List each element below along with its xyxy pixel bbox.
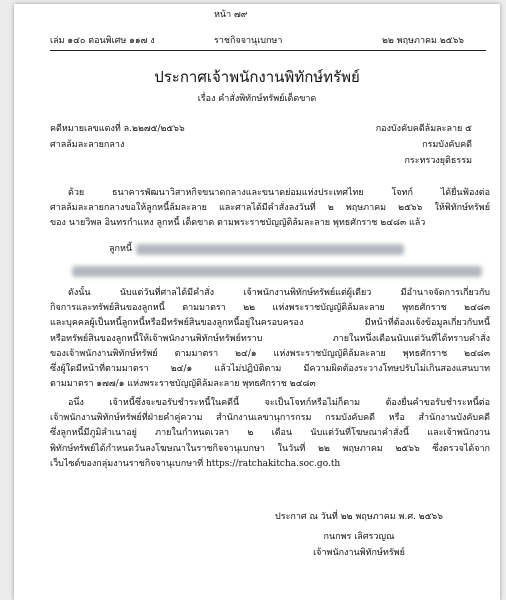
paragraph-line: ศาลล้มละลายกลางขอให้ลูกหนี้ล้มละลาย และศาลได้มีคำสั่งลงวันที่ ๒ พฤษภาคม ๒๕๖๖ ให้พิทักษ์ทรัพย์ xyxy=(50,203,490,214)
page-number: หน้า ๗๙ xyxy=(214,10,248,20)
announcement-date: ประกาศ ณ วันที่ ๒๒ พฤษภาคม พ.ศ. ๒๕๖๖ xyxy=(275,512,443,522)
paragraph-line: พิทักษ์ทรัพย์ได้กำหนดวันลงโฆษณาในราชกิจจานุเบกษา ในวันที่ ๒๒ พฤษภาคม ๒๕๖๖ ซึ่งตรวจได้จาก xyxy=(50,443,490,454)
paragraph-line: ดังนั้น นับแต่วันที่ศาลได้มีคำสั่ง เจ้าพนักงานพิทักษ์ทรัพย์แต่ผู้เดียว มีอำนาจจัดการเกี่ยวกับ xyxy=(68,288,490,298)
header-divider xyxy=(50,50,486,51)
paragraph-order xyxy=(50,286,490,392)
paragraph-line: ซึ่งลูกหนี้มีภูมิลำเนาอยู่ ภายในกำหนดเวลา ๒ เดือน นับแต่วันที่โฆษณาคำสั่งนี้ และเจ้าพนักงาน xyxy=(50,428,490,439)
paragraph-creditor-claims xyxy=(50,396,490,472)
paragraph-line: อนึ่ง เจ้าหนี้ซึ่งจะขอรับชำระหนี้ในคดีนี้ จะเป็นโจทก์หรือไม่ก็ตาม ต้องยื่นคำขอรับชำระหนี้ต่อ xyxy=(68,398,490,408)
paragraph-line: เว็บไซต์ของกลุ่มงานราชกิจจานุเบกษาที่ https://ratchakitcha.soc.go.th xyxy=(50,458,341,469)
volume-info: เล่ม ๑๔๐ ตอนพิเศษ ๑๑๗ ง xyxy=(50,36,155,46)
page-title: ประกาศเจ้าพนักงานพิทักษ์ทรัพย์ xyxy=(154,68,360,86)
signer-name: กนกพร เลิศรวญณ xyxy=(323,532,395,542)
redacted-debtor-info xyxy=(136,244,404,255)
court-name: ศาลล้มละลายกลาง xyxy=(50,140,125,150)
ministry-name: กระทรวงยุติธรรม xyxy=(404,156,472,166)
signer-position: เจ้าพนักงานพิทักษ์ทรัพย์ xyxy=(313,548,405,558)
department-name: กรมบังคับคดี xyxy=(422,140,472,150)
case-number: คดีหมายเลขแดงที่ ล.๒๒๗๕/๒๕๖๖ xyxy=(50,124,185,134)
paragraph-petition xyxy=(50,186,490,232)
publish-date: ๒๒ พฤษภาคม ๒๕๖๖ xyxy=(382,36,465,46)
paragraph-line: ซึ่งผู้ใดมีหน้าที่ตามมาตรา ๒๔/๑ แล้วไม่ปฏิบัติตาม มีความผิดต้องระวางโทษปรับไม่เกินสองแสนบาท xyxy=(50,363,490,374)
paragraph-line: ของ นายวิพล อินทรกำแหง ลูกหนี้ เด็ดขาด ตามพระราชบัญญัติล้มละลาย พุทธศักราช ๒๔๘๓ แล้ว xyxy=(50,218,426,229)
paragraph-line: ตามมาตรา ๑๗๗/๑ แห่งพระราชบัญญัติล้มละลาย พุทธศักราช ๒๔๘๓ xyxy=(50,379,316,390)
gazette-page xyxy=(14,4,500,600)
gazette-name: ราชกิจจานุเบกษา xyxy=(214,36,283,46)
paragraph-line: ของเจ้าพนักงานพิทักษ์ทรัพย์ ตามมาตรา ๒๔/๑ แห่งพระราชบัญญัติล้มละลาย พุทธศักราช ๒๔๘๓ xyxy=(50,348,490,359)
paragraph-line: และบุคคลผู้เป็นหนี้ลูกหนี้หรือมีทรัพย์สินของลูกหนี้อยู่ในครอบครอง มีหน้าที่ต้องแจ้งข้อมูลเกี่ยวกับหนี้ xyxy=(50,318,490,329)
division-name: กองบังคับคดีล้มละลาย ๕ xyxy=(375,124,472,134)
paragraph-line: กิจการและทรัพย์สินของลูกหนี้ ตามมาตรา ๒๒ แห่งพระราชบัญญัติล้มละลาย พุทธศักราช ๒๔๘๓ xyxy=(50,303,490,314)
redacted-debtor-info xyxy=(72,266,482,277)
paragraph-line: หรือทรัพย์สินของลูกหนี้ให้เจ้าพนักงานพิทักษ์ทรัพย์ทราบ ภายในหนึ่งเดือนนับแต่วันที่ได้ทราบคำสั่ง xyxy=(50,333,490,344)
subject-line: เรื่อง คำสั่งพิทักษ์ทรัพย์เด็ดขาด xyxy=(197,94,317,104)
paragraph-line: เจ้าพนักงานพิทักษ์ทรัพย์ที่ฝ่ายคำคู่ความ สำนักงานเลขานุการกรม กรมบังคับคดี หรือ สำนักงานบังคับคดี xyxy=(50,413,490,424)
paragraph-line: ด้วย ธนาคารพัฒนาวิสาหกิจขนาดกลางและขนาดย่อมแห่งประเทศไทย โจทก์ ได้ยื่นฟ้องต่อ xyxy=(68,188,490,198)
debtor-label: ลูกหนี้ xyxy=(109,244,133,254)
